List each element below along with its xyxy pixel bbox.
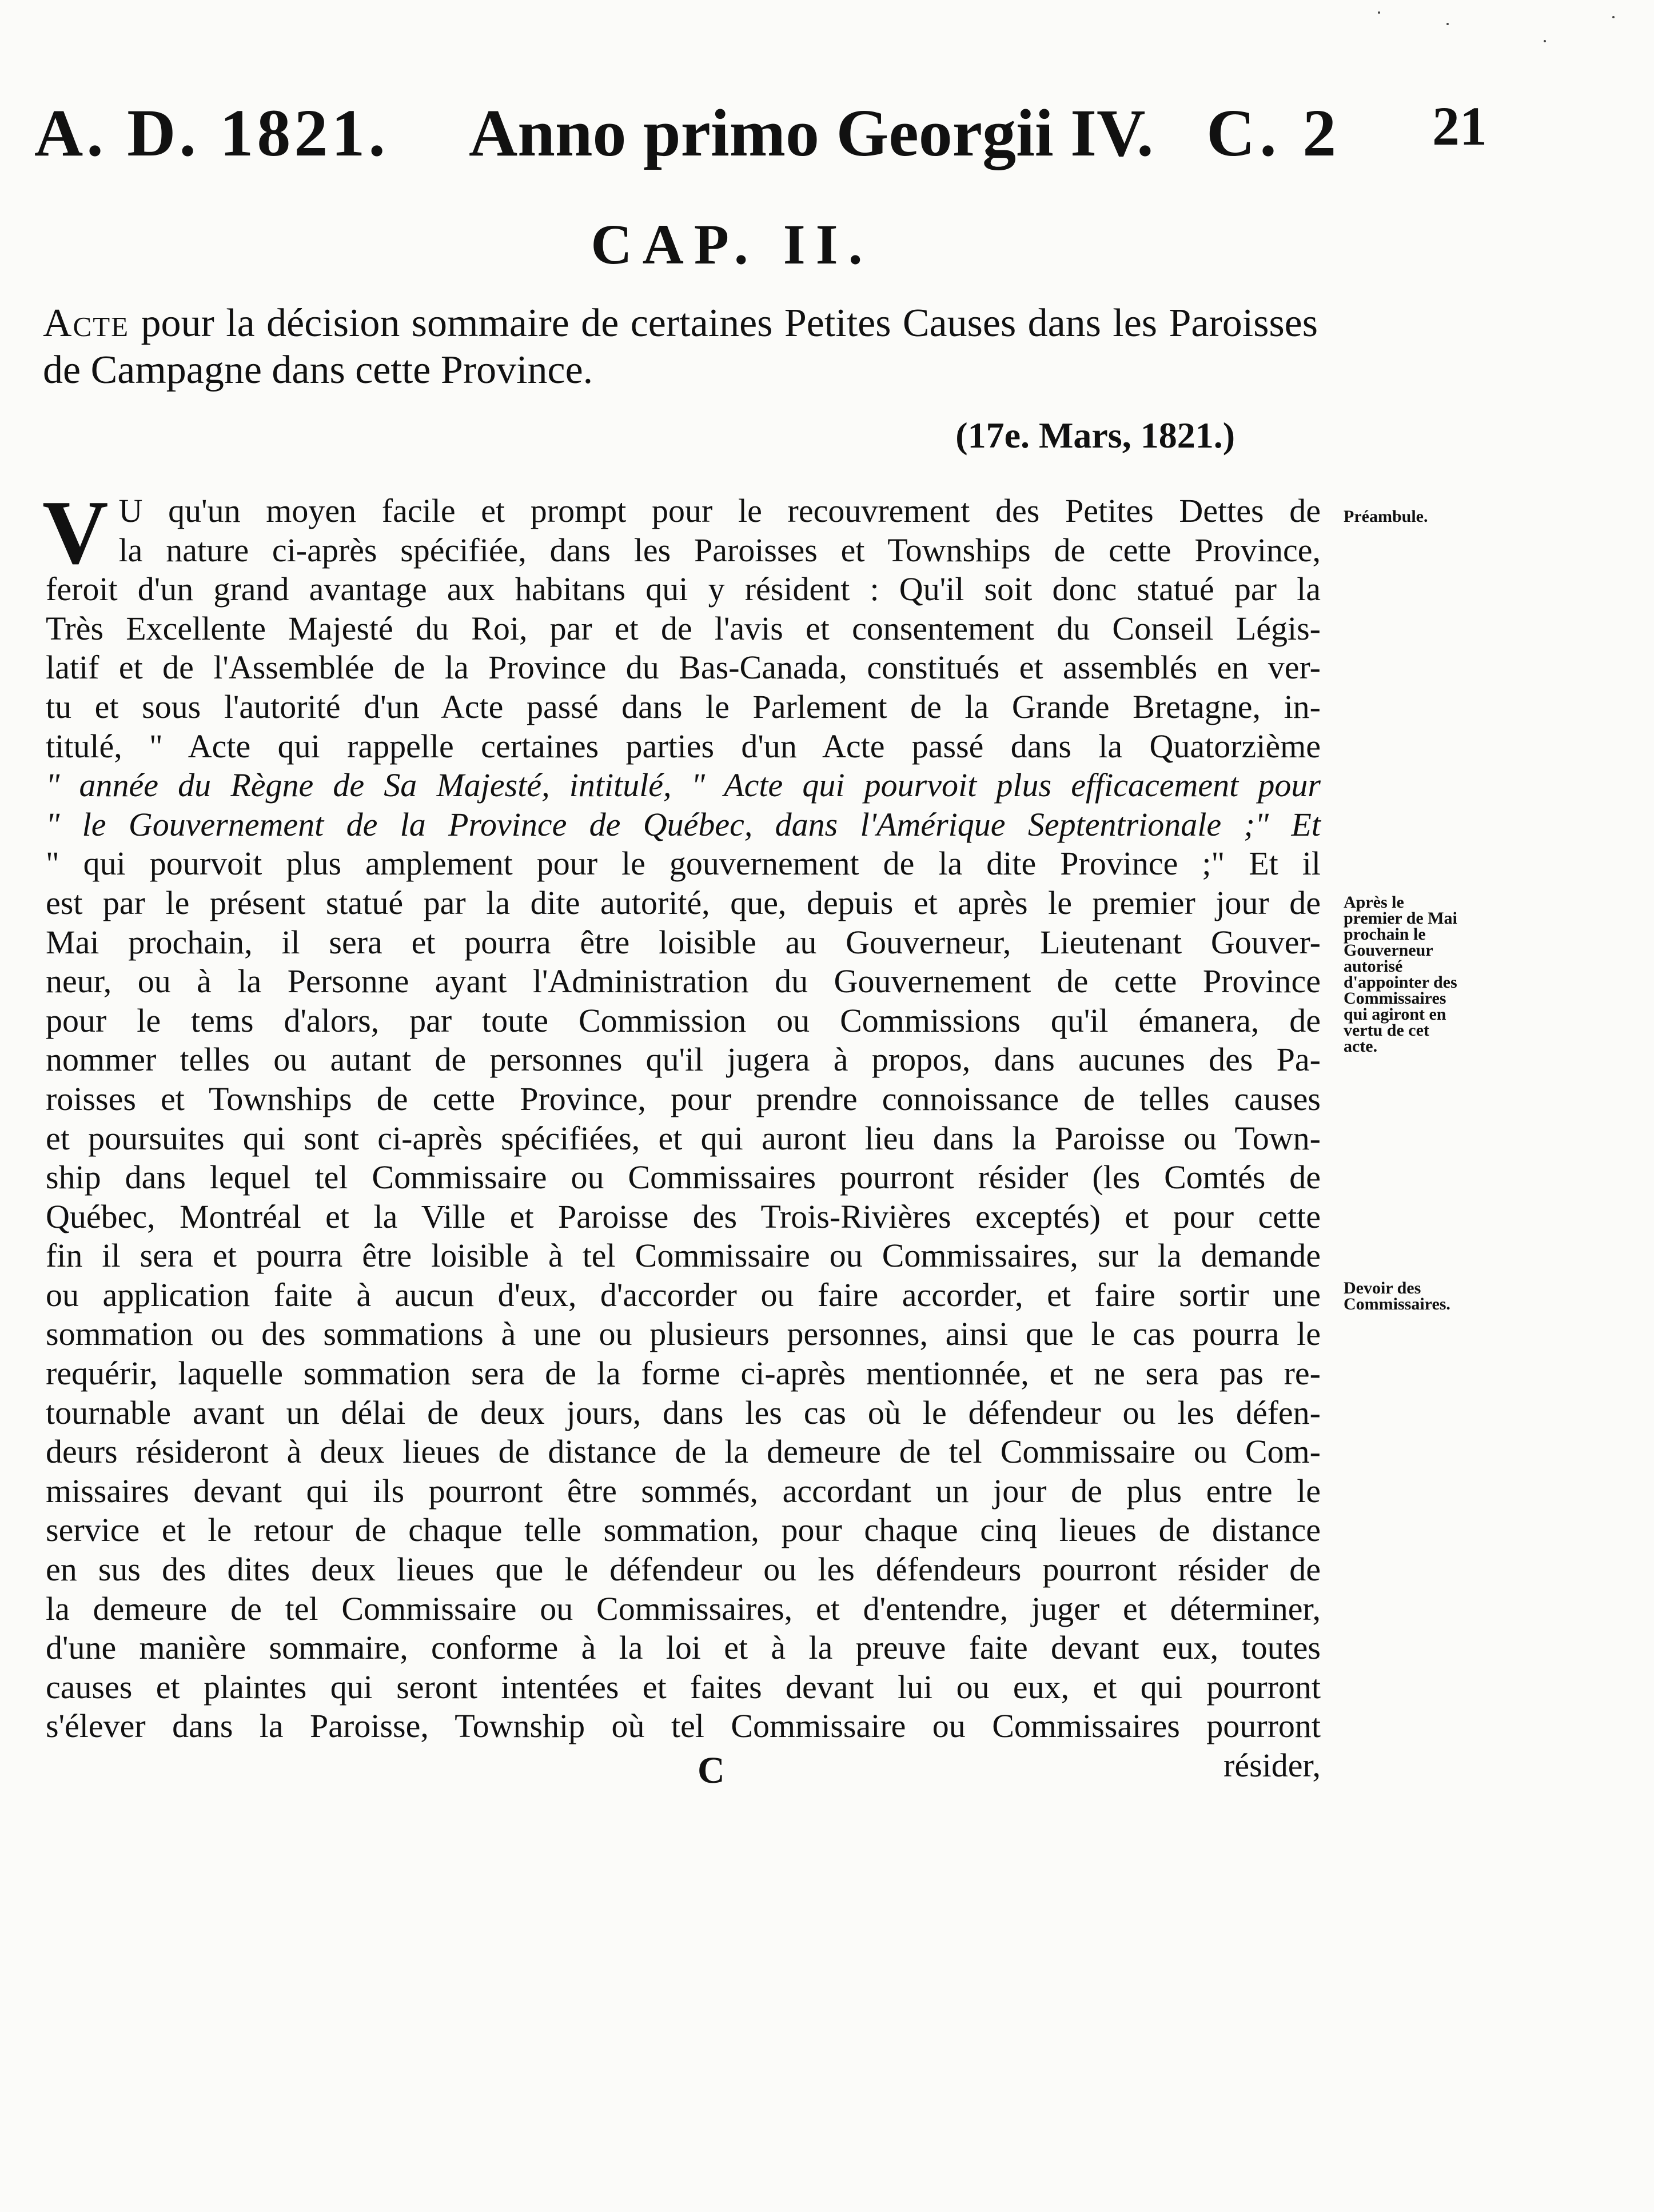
body-line: Québec, Montréal et la Ville et Paroisse des Trois-Rivières exceptés) et pour cette <box>46 1197 1321 1235</box>
body-line: fin il sera et pourra être loisible à tel Commissaire ou Commissaires, sur la demande <box>46 1237 1321 1275</box>
act-date: (17e. Mars, 1821.) <box>955 415 1235 456</box>
body-line: pour le tems d'alors, par toute Commission ou Commissions qu'il émanera, de <box>46 1001 1321 1039</box>
header-title: Anno primo Georgii IV. <box>469 95 1154 170</box>
body-line: service et le retour de chaque telle sommation, pour chaque cinq lieues de distance <box>46 1511 1321 1549</box>
body-line: sommation ou des sommations à une ou plusieurs personnes, ainsi que le cas pourra le <box>46 1315 1321 1353</box>
body-line: d'une manière sommaire, conforme à la loi et à la preuve faite devant eux, toutes <box>46 1629 1321 1667</box>
body-line: neur, ou à la Personne ayant l'Administration du Gouvernement de cette Province <box>46 963 1321 1000</box>
act-title-lead: Acte <box>43 301 130 345</box>
marginal-note-duty: Devoir des Commissaires. <box>1344 1279 1450 1313</box>
page-number: 21 <box>1432 95 1487 157</box>
act-title-text: pour la décision sommaire de certaines Petites Causes dans les Paroisses de Campagne dans cette Province. <box>43 301 1318 392</box>
scan-speck <box>1612 16 1615 18</box>
body-line: tournable avant un délai de deux jours, dans les cas où le défendeur ou les défen- <box>46 1394 1321 1431</box>
chapter-heading: CAP. II. <box>591 213 873 276</box>
act-body <box>42 481 1321 1786</box>
header-chapter: C. 2 <box>1206 95 1341 170</box>
body-line: deurs résideront à deux lieues de distance de la demeure de tel Commissaire ou Com- <box>46 1433 1321 1471</box>
drop-cap: V <box>42 481 109 583</box>
header-year: A. D. 1821. <box>34 95 389 170</box>
body-line: est par le présent statué par la dite autorité, que, depuis et après le premier jour de <box>46 884 1321 921</box>
body-line: missaires devant qui ils pourront être sommés, accordant un jour de plus entre le <box>46 1472 1321 1510</box>
body-line: ou application faite à aucun d'eux, d'accorder ou faire accorder, et faire sortir une <box>46 1276 1321 1313</box>
body-line: Mai prochain, il sera et pourra être loisible au Gouverneur, Lieutenant Gouver- <box>46 923 1321 961</box>
body-line: causes et plaintes qui seront intentées et faites devant lui ou eux, et qui pourront <box>46 1668 1321 1706</box>
body-line: " le Gouvernement de la Province de Québec, dans l'Amérique Septentrionale ;" Et <box>46 805 1321 843</box>
body-line: la nature ci-après spécifiée, dans les Paroisses et Townships de cette Province, <box>118 531 1321 569</box>
body-line: en sus des dites deux lieues que le défendeur ou les défendeurs pourront résider de <box>46 1551 1321 1588</box>
marginal-note-preamble: Préambule. <box>1344 507 1428 526</box>
body-line: roisses et Townships de cette Province, pour prendre connoissance de telles causes <box>46 1080 1321 1117</box>
body-line: titulé, " Acte qui rappelle certaines parties d'un Acte passé dans la Quatorzième <box>46 727 1321 765</box>
body-line: et poursuites qui sont ci-après spécifiées, et qui auront lieu dans la Paroisse ou Town- <box>46 1119 1321 1157</box>
body-line: " qui pourvoit plus amplement pour le gouvernement de la dite Province ;" Et il <box>46 845 1321 883</box>
body-line: nommer telles ou autant de personnes qu'il jugera à propos, dans aucunes des Pa- <box>46 1041 1321 1079</box>
body-line: " année du Règne de Sa Majesté, intitulé, " Acte qui pourvoit plus efficacement pour <box>46 766 1321 804</box>
body-line: requérir, laquelle sommation sera de la forme ci-après mentionnée, et ne sera pas re- <box>46 1355 1321 1392</box>
scan-speck <box>1446 23 1449 25</box>
running-header <box>34 94 1498 180</box>
body-line: la demeure de tel Commissaire ou Commissaires, et d'entendre, juger et déterminer, <box>46 1590 1321 1627</box>
body-line: s'élever dans la Paroisse, Township où tel Commissaire ou Commissaires pourront <box>46 1707 1321 1745</box>
scan-speck <box>1544 40 1546 42</box>
body-line: Très Excellente Majesté du Roi, par et de l'avis et consentement du Conseil Légis- <box>46 609 1321 647</box>
act-title <box>43 300 1318 394</box>
marginal-note-governor: Après le premier de Mai prochain le Gouverneur autorisé d'appointer des Commissaires qui agiront en vertu de cet acte. <box>1344 893 1457 1056</box>
catchword: résider, <box>1223 1747 1321 1784</box>
signature-mark: C <box>698 1750 725 1791</box>
body-line: U qu'un moyen facile et prompt pour le recouvrement des Petites Dettes de <box>118 492 1321 529</box>
body-line: latif et de l'Assemblée de la Province du Bas-Canada, constitués et assemblés en ver- <box>46 649 1321 686</box>
scan-speck <box>1378 11 1380 14</box>
body-line: ship dans lequel tel Commissaire ou Commissaires pourront résider (les Comtés de <box>46 1159 1321 1196</box>
body-line: feroit d'un grand avantage aux habitans qui y résident : Qu'il soit donc statué par la <box>46 570 1321 608</box>
body-line: tu et sous l'autorité d'un Acte passé dans le Parlement de la Grande Bretagne, in- <box>46 688 1321 725</box>
